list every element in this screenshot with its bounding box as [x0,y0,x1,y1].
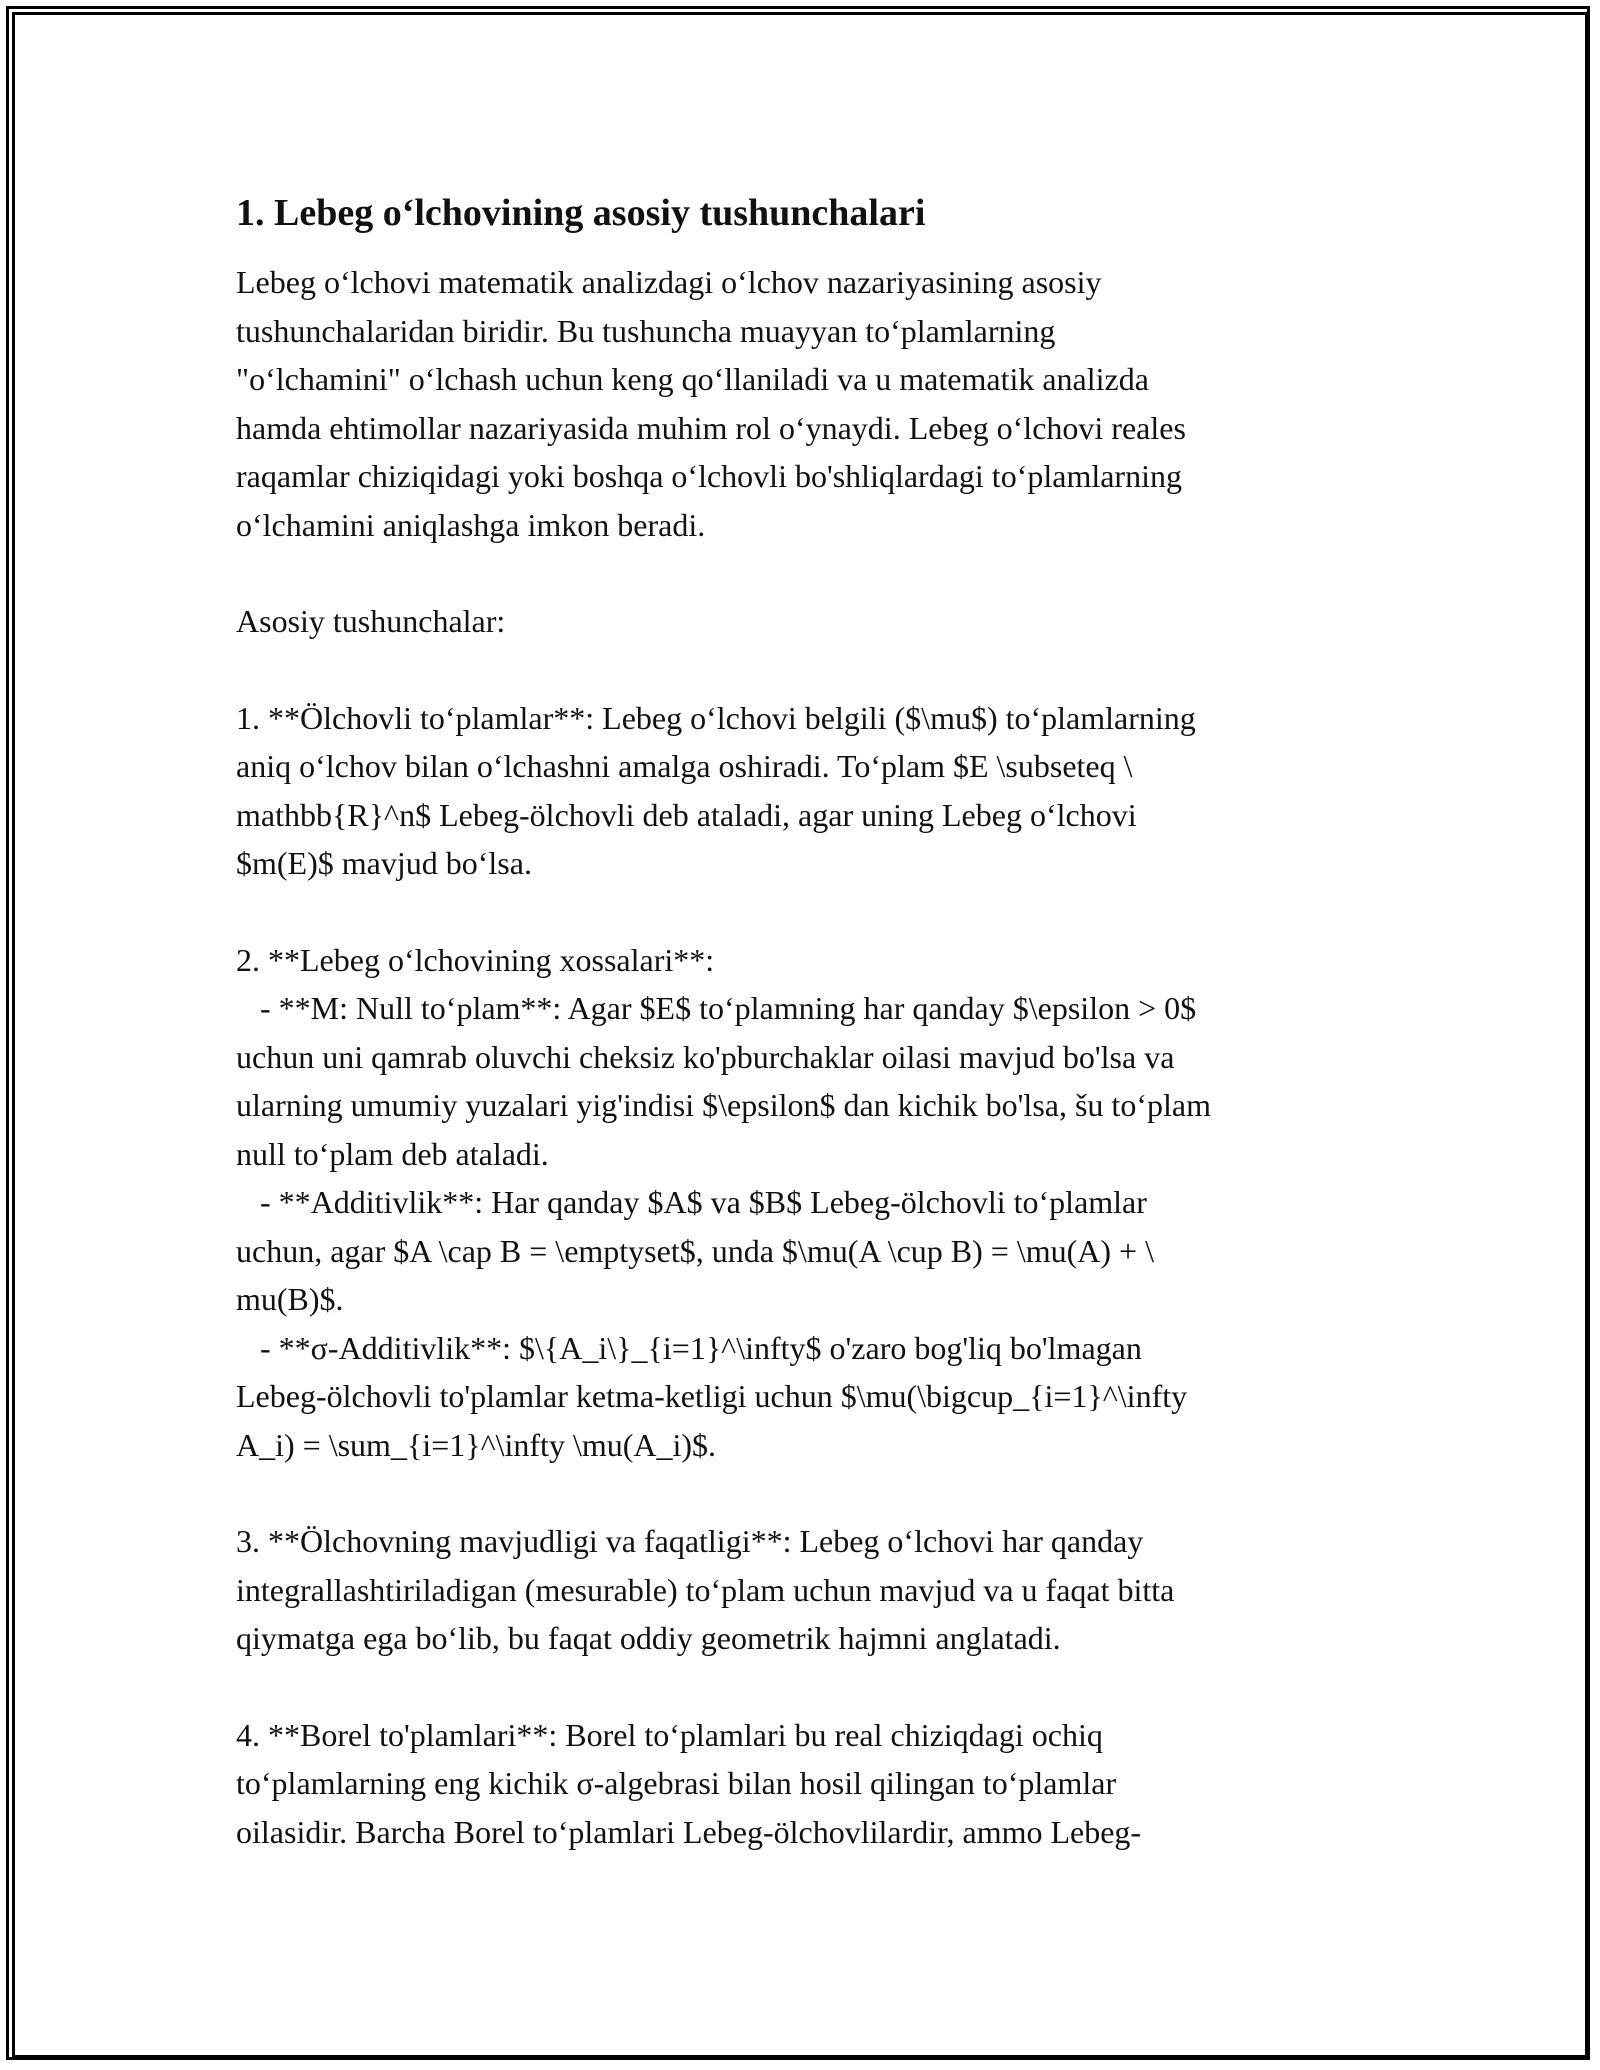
paragraph-gap [236,549,1366,597]
text-line: ularning umumiy yuzalari yig'indisi $\epsilon$ dan kichik bo'lsa, šu to‘plam [236,1087,1211,1123]
text-line: A_i) = \sum_{i=1}^\infty \mu(A_i)$. [236,1426,717,1463]
text-line: qiymatga ega bo‘lib, bu faqat oddiy geometrik hajmni anglatadi. [236,1620,1061,1656]
list-item-3 [236,1517,1366,1663]
text-line: Lebeg o‘lchovi matematik analizdagi o‘lchov nazariyasining asosiy [236,264,1102,300]
paragraph-gap [236,1663,1366,1711]
document-body [236,188,1366,1856]
section-heading [236,597,1366,646]
text-line: $m(E)$ mavjud bo‘lsa. [236,845,532,881]
text-line: mathbb{R}^n$ Lebeg-ölchovli deb ataladi, agar uning Lebeg o‘lchovi [236,796,1137,833]
text-line: - **M: Null to‘plam**: Agar $E$ to‘plamning har qanday $\epsilon > 0$ [236,990,1197,1026]
text-line: 3. **Ölchovning mavjudligi va faqatligi**: Lebeg o‘lchovi har qanday [236,1523,1144,1559]
text-line: raqamlar chiziqidagi yoki boshqa o‘lchovli bo'shliqlardagi to‘plamlarning [236,458,1182,494]
text-line: Asosiy tushunchalar: [236,603,506,639]
text-line: tushunchalaridan biridir. Bu tushuncha muayyan to‘plamlarning [236,312,1056,349]
text-line: Lebeg-ölchovli to'plamlar ketma-ketligi uchun $\mu(\bigcup_{i=1}^\infty [236,1378,1188,1414]
text-line: aniq o‘lchov bilan o‘lchashni amalga oshiradi. To‘plam $E \subseteq \ [236,748,1133,784]
text-line: 4. **Borel to'plamlari**: Borel to‘plamlari bu real chiziqdagi ochiq [236,1716,1103,1753]
list-item-1 [236,694,1366,888]
text-line: integrallashtiriladigan (mesurable) to‘plam uchun mavjud va u faqat bitta [236,1571,1175,1608]
text-line: - **Additivlik**: Har qanday $A$ va $B$ Lebeg-ölchovli to‘plamlar [236,1184,1147,1220]
text-line: to‘plamlarning eng kichik σ-algebrasi bilan hosil qilingan to‘plamlar [236,1765,1117,1801]
text-line: oilasidir. Barcha Borel to‘plamlari Lebeg-ölchovlilardir, ammo Lebeg- [236,1813,1142,1850]
list-item-2 [236,936,1366,1470]
paragraph-gap [236,1469,1366,1517]
text-line: mu(B)$. [236,1281,344,1317]
text-line: "o‘lchamini" o‘lchash uchun keng qo‘llaniladi va u matematik analizda [236,361,1149,397]
paragraph-gap [236,646,1366,694]
paragraph-gap [236,888,1366,936]
text-line: hamda ehtimollar nazariyasida muhim rol o‘ynaydi. Lebeg o‘lchovi reales [236,409,1186,446]
intro-paragraph [236,258,1366,549]
text-line: uchun uni qamrab oluvchi cheksiz ko'pburchaklar oilasi mavjud bo'lsa va [236,1038,1175,1075]
text-line: o‘lchamini aniqlashga imkon beradi. [236,506,706,543]
document-title: 1. Lebeg o‘lchovining asosiy tushunchalari [236,192,926,234]
list-item-4 [236,1711,1366,1857]
text-line: uchun, agar $A \cap B = \emptyset$, unda $\mu(A \cup B) = \mu(A) + \ [236,1232,1154,1269]
text-line: 2. **Lebeg o‘lchovining xossalari**: [236,941,715,978]
text-line: 1. **Ölchovli to‘plamlar**: Lebeg o‘lchovi belgili ($\mu$) to‘plamlarning [236,699,1196,736]
text-line: - **σ-Additivlik**: $\{A_i\}_{i=1}^\infty$ o'zaro bog'liq bo'lmagan [236,1329,1142,1366]
text-line: null to‘plam deb ataladi. [236,1135,549,1172]
